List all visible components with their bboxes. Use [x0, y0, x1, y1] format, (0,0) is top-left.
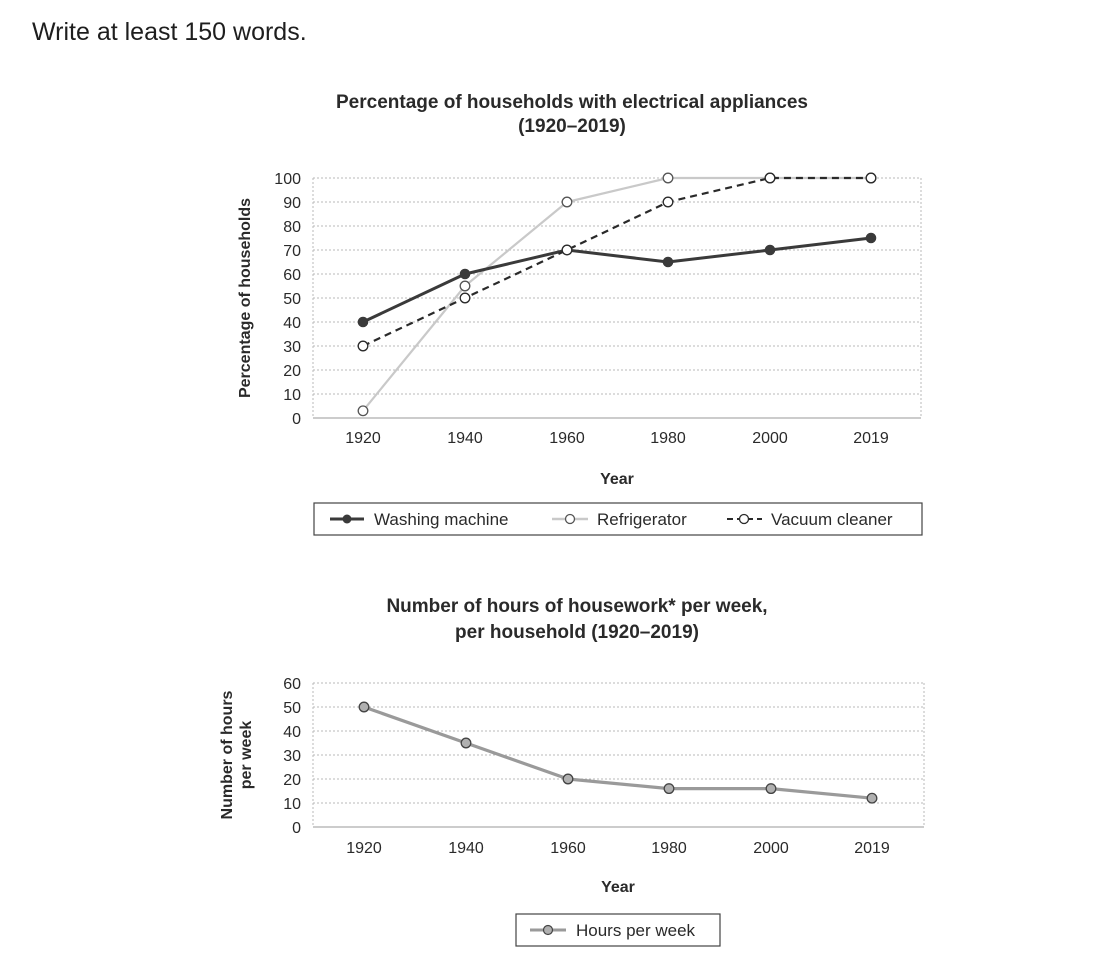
- y-tick-label: 10: [283, 796, 301, 813]
- y-tick-label: 30: [283, 748, 301, 765]
- y-tick-label: 90: [283, 195, 301, 212]
- chart1-legend: [314, 503, 922, 535]
- x-tick-label: 2000: [752, 430, 788, 447]
- y-tick-label: 80: [283, 219, 301, 236]
- washing-machine-point: [358, 317, 368, 327]
- x-tick-label: 1960: [550, 840, 586, 857]
- chart1-series: [358, 173, 876, 415]
- y-tick-label: 40: [283, 315, 301, 332]
- chart1-x-ticks: [345, 430, 889, 447]
- vacuum-cleaner-point: [663, 197, 673, 207]
- washing-machine-point: [460, 269, 470, 279]
- legend-refrigerator: Refrigerator: [597, 510, 687, 529]
- legend-refrigerator-marker: [566, 515, 575, 524]
- chart2-grid: [313, 683, 924, 827]
- washing-machine-point: [866, 233, 876, 243]
- x-tick-label: 1920: [345, 430, 381, 447]
- vacuum-cleaner-point: [562, 245, 572, 255]
- legend-vacuum-cleaner: Vacuum cleaner: [771, 510, 893, 529]
- x-tick-label: 1920: [346, 840, 382, 857]
- appliances-chart: [237, 92, 922, 535]
- hours-per-week-point: [563, 774, 573, 784]
- hours-per-week-point: [461, 738, 471, 748]
- chart2-title-line2: per household (1920–2019): [455, 622, 699, 643]
- refrigerator-point: [663, 173, 673, 183]
- y-tick-label: 30: [283, 339, 301, 356]
- chart1-xlabel: Year: [600, 471, 634, 488]
- x-tick-label: 1940: [448, 840, 484, 857]
- hours-per-week-line: [364, 707, 872, 798]
- vacuum-cleaner-point: [358, 341, 368, 351]
- chart1-title-line2: (1920–2019): [518, 116, 626, 137]
- chart2-xlabel: Year: [601, 879, 635, 896]
- hours-per-week-point: [664, 784, 674, 794]
- x-tick-label: 2019: [854, 840, 890, 857]
- chart2-x-ticks: [346, 840, 890, 857]
- chart2-ylabel-line2: per week: [238, 720, 255, 790]
- y-tick-label: 50: [283, 700, 301, 717]
- washing-machine-point: [765, 245, 775, 255]
- x-tick-label: 1960: [549, 430, 585, 447]
- x-tick-label: 2019: [853, 430, 889, 447]
- legend-hours-per-week: Hours per week: [576, 921, 696, 940]
- y-tick-label: 100: [274, 171, 301, 188]
- chart2-legend: [516, 914, 720, 946]
- x-tick-label: 1980: [650, 430, 686, 447]
- refrigerator-point: [460, 281, 470, 291]
- vacuum-cleaner-point: [866, 173, 876, 183]
- chart2-y-ticks: [283, 676, 301, 837]
- legend-washing-machine: Washing machine: [374, 510, 509, 529]
- hours-per-week-point: [867, 793, 877, 803]
- y-tick-label: 60: [283, 267, 301, 284]
- vacuum-cleaner-line: [363, 178, 871, 346]
- y-tick-label: 60: [283, 676, 301, 693]
- housework-chart: [219, 596, 924, 946]
- legend-washing-machine-marker: [343, 515, 352, 524]
- chart2-title-line1: Number of hours of housework* per week,: [386, 596, 768, 617]
- y-tick-label: 20: [283, 363, 301, 380]
- y-tick-label: 0: [292, 820, 301, 837]
- chart1-title-line1: Percentage of households with electrical appliances: [336, 92, 808, 113]
- legend-vacuum-cleaner-marker: [740, 515, 749, 524]
- refrigerator-point: [562, 197, 572, 207]
- vacuum-cleaner-point: [460, 293, 470, 303]
- prompt-text: Write at least 150 words.: [32, 18, 307, 46]
- chart1-grid: [313, 178, 921, 418]
- x-tick-label: 1940: [447, 430, 483, 447]
- y-tick-label: 70: [283, 243, 301, 260]
- y-tick-label: 0: [292, 411, 301, 428]
- vacuum-cleaner-point: [765, 173, 775, 183]
- chart2-ylabel-line1: Number of hours: [219, 690, 236, 820]
- hours-per-week-point: [766, 784, 776, 794]
- y-tick-label: 40: [283, 724, 301, 741]
- refrigerator-line: [363, 178, 871, 411]
- washing-machine-point: [663, 257, 673, 267]
- chart2-series: [359, 702, 877, 803]
- y-tick-label: 50: [283, 291, 301, 308]
- chart1-y-ticks: [274, 171, 301, 428]
- x-tick-label: 2000: [753, 840, 789, 857]
- refrigerator-point: [358, 406, 368, 416]
- legend-hours-marker: [544, 926, 553, 935]
- y-tick-label: 10: [283, 387, 301, 404]
- x-tick-label: 1980: [651, 840, 687, 857]
- y-tick-label: 20: [283, 772, 301, 789]
- hours-per-week-point: [359, 702, 369, 712]
- chart1-ylabel: Percentage of households: [237, 197, 254, 399]
